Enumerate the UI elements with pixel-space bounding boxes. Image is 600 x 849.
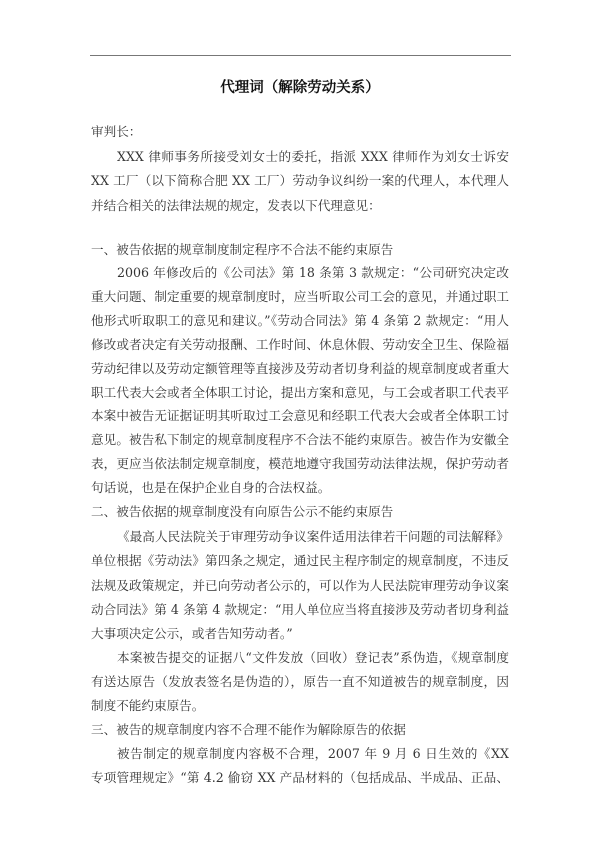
paragraph-line: 重大问题、制定重要的规章制度时，应当听取公司工会的意见，并通过职工 bbox=[91, 289, 509, 304]
paragraph-line: 意见。被告私下制定的规章制度程序不合法不能约束原告。被告作为安徽全 bbox=[91, 432, 509, 447]
paragraph-line: 法规及政策规定，并已向劳动者公示的，可以作为人民法院审理劳动争议案 bbox=[91, 578, 509, 593]
section-heading-1: 一、被告依据的规章制度制定程序不合法不能约束原告 bbox=[91, 242, 394, 257]
paragraph-line: 职工代表大会或者全体职工讨论，提出方案和意见，与工会或者职工代表平 bbox=[91, 385, 509, 400]
paragraph-line: 2006 年修改后的《公司法》第 18 条第 3 款规定：“公司研究决定改 bbox=[117, 265, 509, 280]
paragraph-line: 专项管理规定》“第 4.2 偷窃 XX 产品材料的（包括成品、半成品、正品、 bbox=[91, 770, 509, 785]
paragraph-line: 句话说，也是在保护企业自身的合法权益。 bbox=[91, 480, 331, 495]
paragraph-line: 本案中被告无证据证明其听取过工会意见和经职工代表大会或者全体职工讨 bbox=[91, 408, 509, 423]
paragraph-line: 并结合相关的法律法规的规定，发表以下代理意见： bbox=[91, 198, 381, 213]
paragraph-line: 制度不能约束原告。 bbox=[91, 698, 205, 713]
section-heading-3: 三、被告的规章制度内容不合理不能作为解除原告的依据 bbox=[91, 722, 406, 737]
paragraph-line: 劳动纪律以及劳动定额管理等直接涉及劳动者切身利益的规章制度或者重大 bbox=[91, 361, 509, 376]
paragraph-line: 单位根据《劳动法》第四条之规定，通过民主程序制定的规章制度，不违反 bbox=[91, 553, 509, 568]
paragraph-line: 动合同法》第 4 条第 4 款规定：“用人单位应当将直接涉及劳动者切身利益 bbox=[91, 602, 509, 617]
paragraph-line: 表，更应当依法制定规章制度，模范地遵守我国劳动法律法规，保护劳动者 bbox=[91, 456, 509, 471]
paragraph-line: 本案被告提交的证据八“文件发放（回收）登记表”系伪造，《规章制度 bbox=[117, 650, 509, 665]
header-rule bbox=[90, 55, 511, 56]
paragraph-line: 修改或者决定有关劳动报酬、工作时间、休息休假、劳动安全卫生、保险福 bbox=[91, 337, 509, 352]
paragraph-line: 被告制定的规章制度内容极不合理，2007 年 9 月 6 日生效的《XX bbox=[117, 746, 509, 761]
paragraph-line: 他形式听取职工的意见和建议。”《劳动合同法》第 4 条第 2 款规定：“用人 bbox=[91, 313, 509, 328]
document-title: 代理词（解除劳动关系） bbox=[220, 79, 380, 96]
section-heading-2: 二、被告依据的规章制度没有向原告公示不能约束原告 bbox=[91, 504, 394, 519]
paragraph-line: XXX 律师事务所接受刘女士的委托，指派 XXX 律师作为刘女士诉安 bbox=[117, 149, 509, 164]
salutation: 审判长： bbox=[91, 124, 142, 139]
paragraph-line: 大事项决定公示，或者告知劳动者。” bbox=[91, 626, 293, 641]
paragraph-line: XX 工厂（以下简称合肥 XX 工厂）劳动争议纠纷一案的代理人，本代理人 bbox=[91, 173, 509, 188]
paragraph-line: 有送达原告（发放表签名是伪造的），原告一直不知道被告的规章制度，因 bbox=[91, 674, 509, 689]
paragraph-line: 《最高人民法院关于审理劳动争议案件适用法律若干问题的司法解释》 bbox=[117, 529, 509, 544]
